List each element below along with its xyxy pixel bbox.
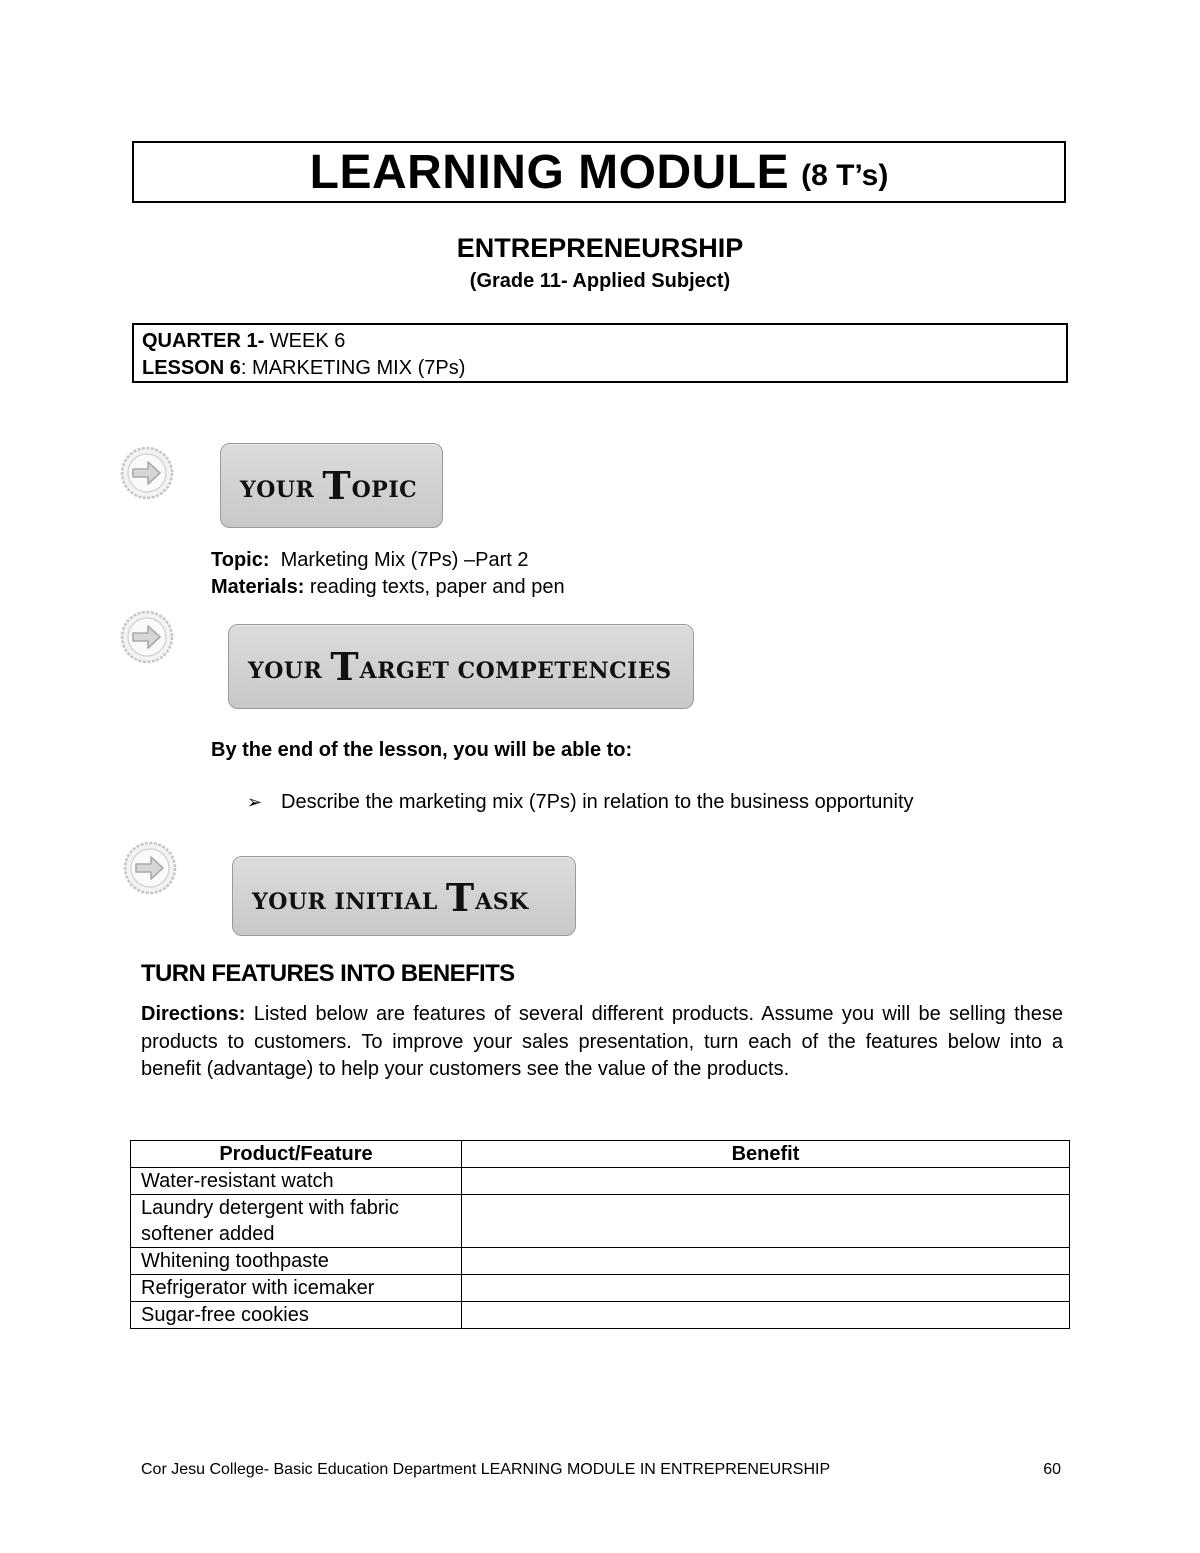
table-row <box>131 1195 1070 1248</box>
table-row <box>131 1302 1070 1329</box>
competencies-intro: By the end of the lesson, you will be able to: <box>211 739 633 761</box>
bullet-arrow-icon: ➢ <box>247 792 263 812</box>
topic-line <box>211 547 528 574</box>
directions-text: Listed below are features of several different products. Assume you will be selling these products to customers. To improve your sales presentation, turn each of the features below into a benefit (advantage) to help your customers see the value of the products. <box>141 1003 1063 1080</box>
arrow-right-circle-icon <box>120 446 174 500</box>
subject-heading: ENTREPRENEURSHIP <box>456 233 744 263</box>
arrow-right-circle-icon <box>123 841 177 895</box>
competency-item <box>247 791 914 814</box>
module-title: LEARNING MODULE <box>309 145 790 199</box>
footer-text: Cor Jesu College- Basic Education Department LEARNING MODULE IN ENTREPRENEURSHIP <box>141 1461 831 1478</box>
table-row <box>131 1275 1070 1302</box>
task-heading: TURN FEATURES INTO BENEFITS <box>141 960 515 987</box>
benefit-cell[interactable] <box>462 1168 1070 1195</box>
module-title-suffix: (8 T’s) <box>801 159 889 192</box>
table-header-row <box>131 1141 1070 1168</box>
task-initial: T <box>445 875 475 920</box>
materials-line <box>211 574 565 601</box>
grade-subheading: (Grade 11- Applied Subject) <box>469 270 731 292</box>
product-cell: Water-resistant watch <box>131 1168 462 1195</box>
column-header-benefit: Benefit <box>462 1141 1070 1168</box>
features-benefits-table <box>130 1140 1070 1329</box>
product-cell: Laundry detergent with fabric softener added <box>131 1195 462 1248</box>
lesson-label: LESSON 6 <box>142 357 241 379</box>
quarter-label: QUARTER 1- <box>142 330 265 352</box>
product-cell: Refrigerator with icemaker <box>131 1275 462 1302</box>
quarter-value: WEEK 6 <box>264 330 346 352</box>
competency-text: Describe the marketing mix (7Ps) in relation to the business opportunity <box>281 791 914 813</box>
your-topic-initial: T <box>322 463 351 508</box>
quarter-lesson-box <box>132 323 1068 383</box>
your-topic-word-2: OPIC <box>351 477 418 503</box>
directions-label: Directions: <box>141 1003 246 1025</box>
benefit-cell[interactable] <box>462 1302 1070 1329</box>
your-target-competencies-header <box>228 624 694 709</box>
materials-value: reading texts, paper and pen <box>304 576 565 598</box>
module-title-box <box>132 141 1066 203</box>
task-word-1: YOUR INITIAL <box>252 889 438 915</box>
page-number: 60 <box>1043 1461 1061 1478</box>
benefit-cell[interactable] <box>462 1195 1070 1248</box>
your-topic-word-1: YOUR <box>240 477 315 503</box>
directions-paragraph <box>141 1001 1063 1084</box>
benefit-cell[interactable] <box>462 1275 1070 1302</box>
topic-value: Marketing Mix (7Ps) –Part 2 <box>269 549 529 571</box>
competencies-initial: T <box>330 644 359 689</box>
materials-label: Materials: <box>211 576 305 598</box>
benefit-cell[interactable] <box>462 1248 1070 1275</box>
product-cell: Sugar-free cookies <box>131 1302 462 1329</box>
table-row <box>131 1168 1070 1195</box>
your-initial-task-header <box>232 856 576 936</box>
task-word-2: ASK <box>475 889 529 915</box>
column-header-product: Product/Feature <box>131 1141 462 1168</box>
quarter-line <box>142 328 1066 355</box>
competencies-word-2: ARGET COMPETENCIES <box>359 658 672 684</box>
competencies-word-1: YOUR <box>248 658 323 684</box>
arrow-right-circle-icon <box>120 610 174 664</box>
topic-label: Topic: <box>211 549 270 571</box>
lesson-value: : MARKETING MIX (7Ps) <box>240 357 466 379</box>
page-footer <box>141 1461 1061 1479</box>
product-cell: Whitening toothpaste <box>131 1248 462 1275</box>
lesson-line <box>142 355 1066 382</box>
your-topic-header <box>220 443 443 528</box>
table-row <box>131 1248 1070 1275</box>
